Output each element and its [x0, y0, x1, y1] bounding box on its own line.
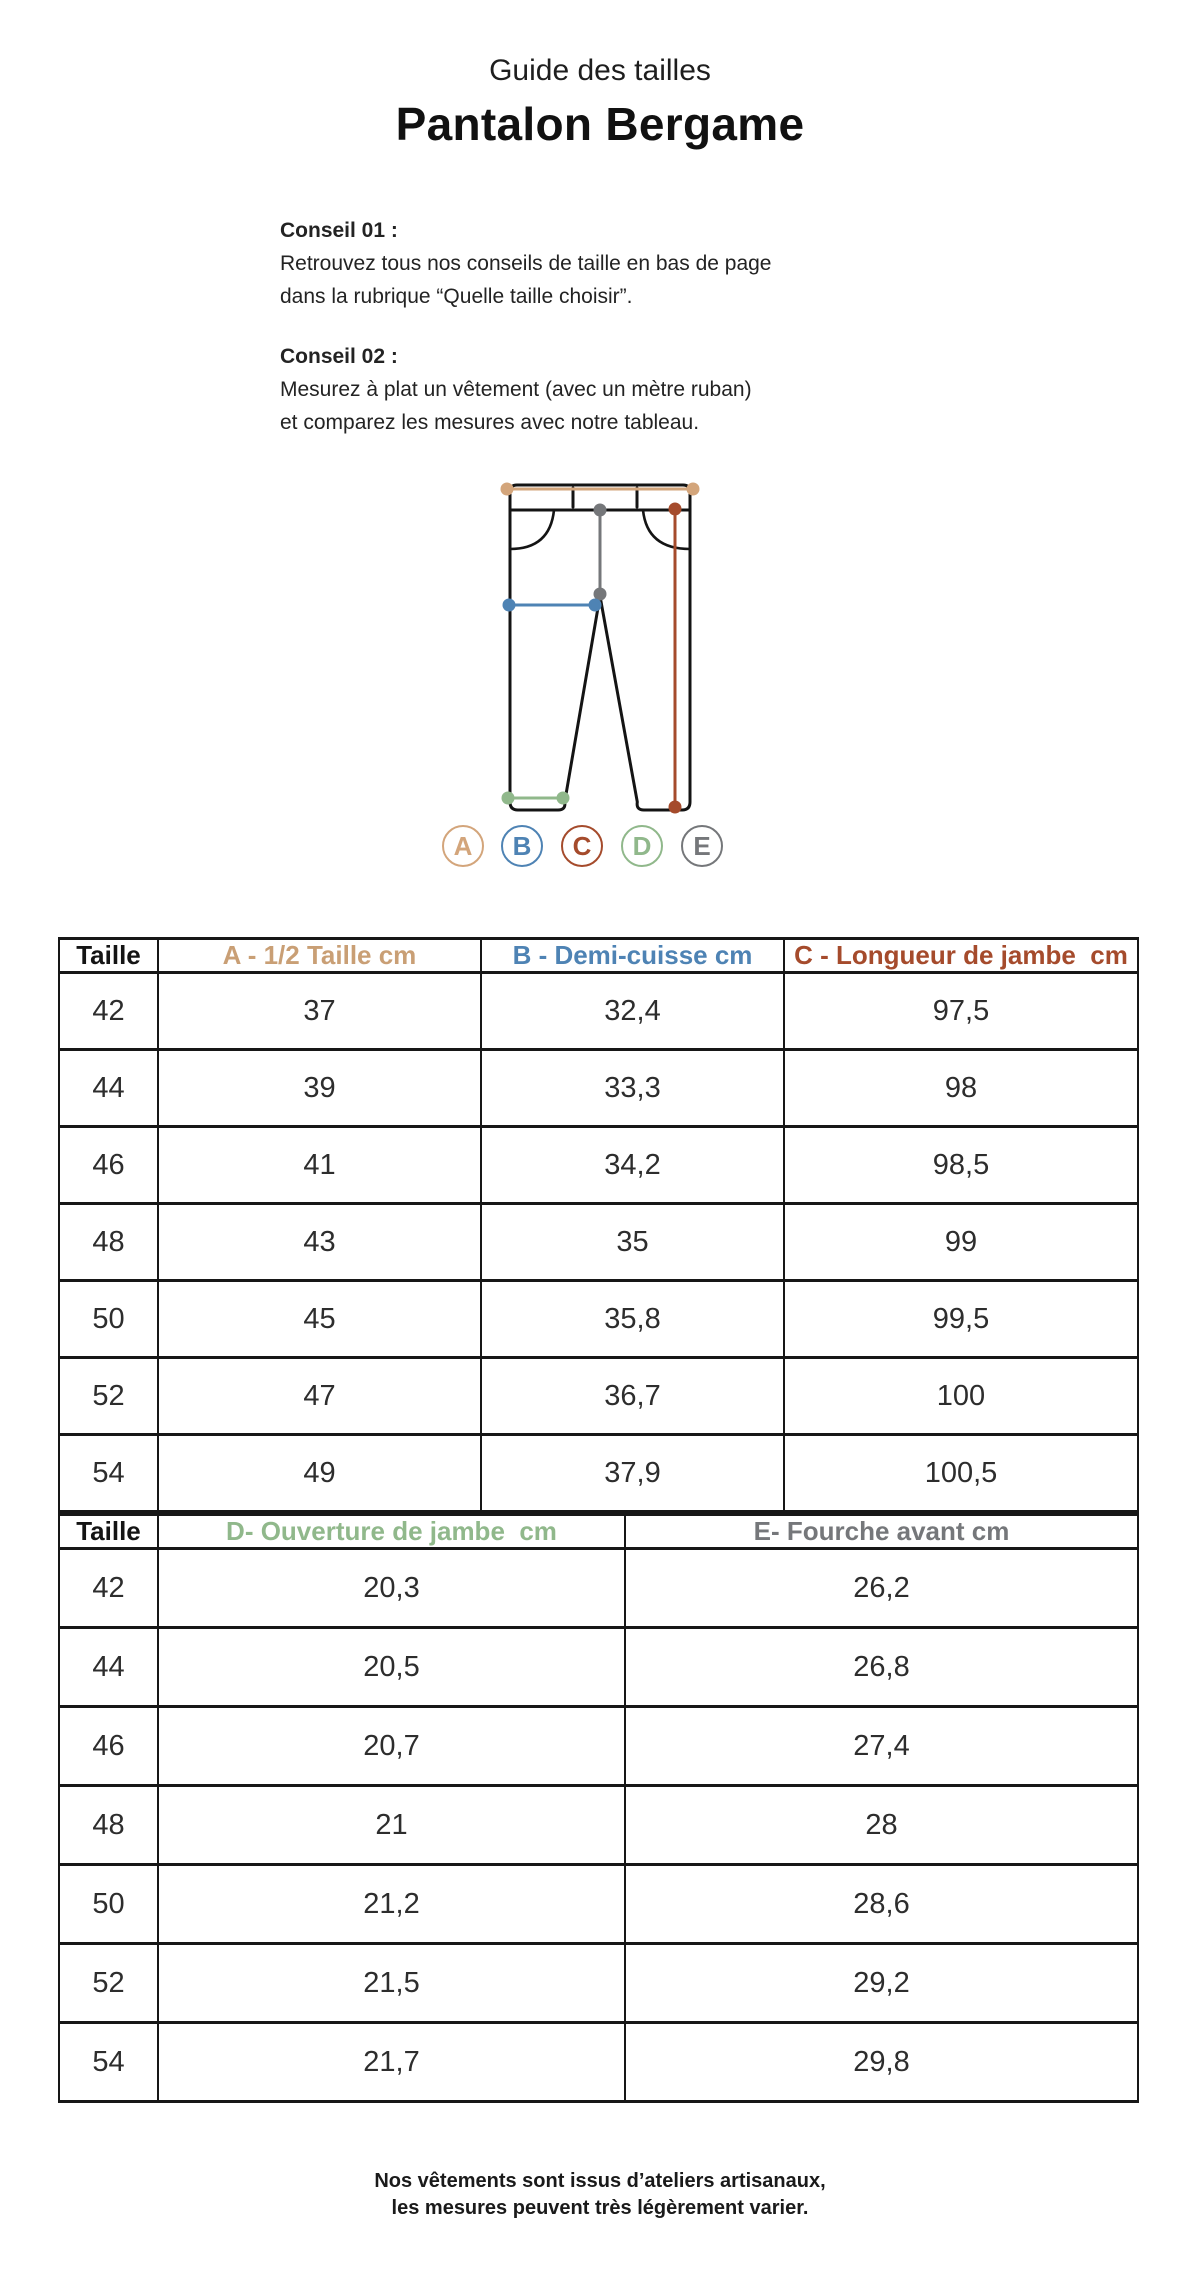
badge-letter: A	[453, 831, 473, 861]
column-header-d: D- Ouverture de jambe cm	[158, 1515, 625, 1549]
measurement-cell: 32,4	[481, 973, 784, 1050]
measurement-cell: 34,2	[481, 1127, 784, 1204]
table-row	[59, 1865, 1138, 1944]
measure-dot	[594, 504, 607, 517]
legend-badge-d	[622, 826, 662, 866]
table-row	[59, 1628, 1138, 1707]
measurement-cell: 20,5	[158, 1628, 625, 1707]
size-cell: 48	[59, 1204, 158, 1281]
table-row	[59, 1944, 1138, 2023]
page-title: Pantalon Bergame	[395, 98, 805, 150]
footer-line: les mesures peuvent très légèrement varier.	[391, 2197, 809, 2219]
column-header-taille: Taille	[59, 1515, 158, 1549]
footer-note	[0, 2168, 1200, 2222]
pocket-curve-right	[643, 510, 690, 549]
pocket-curve-left	[510, 510, 554, 549]
column-header-c: C - Longueur de jambe cm	[784, 939, 1138, 973]
measure-e-front-rise	[594, 504, 607, 601]
measurement-cell: 99	[784, 1204, 1138, 1281]
measure-dot	[589, 599, 602, 612]
page-subtitle: Guide des tailles	[489, 54, 711, 87]
measurement-cell: 21,5	[158, 1944, 625, 2023]
measurement-cell: 41	[158, 1127, 481, 1204]
table-row	[59, 1549, 1138, 1628]
pants-measurement-diagram	[440, 450, 760, 870]
legend-badge-e	[682, 826, 722, 866]
tip-line: et comparez les mesures avec notre tableau.	[280, 411, 700, 434]
table-row	[59, 1358, 1138, 1435]
measure-dot	[501, 483, 514, 496]
size-cell: 44	[59, 1628, 158, 1707]
badge-letter: D	[632, 831, 652, 861]
size-cell: 50	[59, 1865, 158, 1944]
size-cell: 52	[59, 1358, 158, 1435]
measurement-cell: 37,9	[481, 1435, 784, 1512]
measurement-cell: 99,5	[784, 1281, 1138, 1358]
measurement-cell: 26,2	[625, 1549, 1138, 1628]
measure-d-leg-opening	[502, 792, 570, 805]
size-cell: 42	[59, 1549, 158, 1628]
measurement-cell: 20,7	[158, 1707, 625, 1786]
measurement-cell: 37	[158, 973, 481, 1050]
size-cell: 46	[59, 1707, 158, 1786]
tip-line: Retrouvez tous nos conseils de taille en bas de page	[280, 252, 772, 275]
measurement-cell: 97,5	[784, 973, 1138, 1050]
measurement-cell: 28,6	[625, 1865, 1138, 1944]
size-cell: 52	[59, 1944, 158, 2023]
table-row	[59, 1281, 1138, 1358]
measurement-cell: 43	[158, 1204, 481, 1281]
measurement-cell: 47	[158, 1358, 481, 1435]
table-row	[59, 1435, 1138, 1512]
size-cell: 54	[59, 2023, 158, 2102]
tip-line: dans la rubrique “Quelle taille choisir”.	[280, 285, 633, 308]
size-cell: 46	[59, 1127, 158, 1204]
size-cell: 50	[59, 1281, 158, 1358]
measurement-cell: 27,4	[625, 1707, 1138, 1786]
size-cell: 54	[59, 1435, 158, 1512]
measurement-cell: 100,5	[784, 1435, 1138, 1512]
measurement-cell: 21	[158, 1786, 625, 1865]
tip-conseil-02	[280, 340, 771, 439]
badge-letter: B	[512, 831, 532, 861]
measurement-cell: 39	[158, 1050, 481, 1127]
measure-dot	[687, 483, 700, 496]
tip-heading: Conseil 02 :	[280, 345, 398, 368]
measure-dot	[669, 801, 682, 814]
measure-dot	[503, 599, 516, 612]
legend-badge-a	[443, 826, 483, 866]
table-row	[59, 1050, 1138, 1127]
measurement-cell: 20,3	[158, 1549, 625, 1628]
measure-dot	[502, 792, 515, 805]
footer-line: Nos vêtements sont issus d’ateliers artisanaux,	[374, 2170, 826, 2192]
measurement-cell: 35,8	[481, 1281, 784, 1358]
table-row	[59, 1707, 1138, 1786]
table-row	[59, 973, 1138, 1050]
measure-dot	[557, 792, 570, 805]
column-header-a: A - 1/2 Taille cm	[158, 939, 481, 973]
measurement-cell: 26,8	[625, 1628, 1138, 1707]
measurement-cell: 28	[625, 1786, 1138, 1865]
legend-badge-b	[502, 826, 542, 866]
measure-dot	[669, 503, 682, 516]
table-row	[59, 1786, 1138, 1865]
measurement-cell: 35	[481, 1204, 784, 1281]
column-header-b: B - Demi-cuisse cm	[481, 939, 784, 973]
tip-conseil-01	[280, 214, 771, 313]
measurement-cell: 29,2	[625, 1944, 1138, 2023]
size-table-opening-rise	[58, 1513, 1139, 2103]
table-row	[59, 1204, 1138, 1281]
column-header-taille: Taille	[59, 939, 158, 973]
measurement-cell: 49	[158, 1435, 481, 1512]
tip-line: Mesurez à plat un vêtement (avec un mètre ruban)	[280, 378, 752, 401]
column-header-e: E- Fourche avant cm	[625, 1515, 1138, 1549]
measurement-cell: 100	[784, 1358, 1138, 1435]
measurement-cell: 45	[158, 1281, 481, 1358]
measurement-cell: 98	[784, 1050, 1138, 1127]
size-cell: 44	[59, 1050, 158, 1127]
tip-heading: Conseil 01 :	[280, 219, 398, 242]
measurement-cell: 21,7	[158, 2023, 625, 2102]
table-header-row	[59, 939, 1138, 973]
badge-letter: C	[572, 831, 592, 861]
badge-letter: E	[693, 831, 711, 861]
size-cell: 48	[59, 1786, 158, 1865]
measure-b-half-thigh	[503, 599, 602, 612]
table-header-row	[59, 1515, 1138, 1549]
measurement-cell: 21,2	[158, 1865, 625, 1944]
table-row	[59, 2023, 1138, 2102]
measurement-cell: 29,8	[625, 2023, 1138, 2102]
size-cell: 42	[59, 973, 158, 1050]
size-table-waist-thigh-leg	[58, 937, 1139, 1513]
measurement-cell: 36,7	[481, 1358, 784, 1435]
table-row	[59, 1127, 1138, 1204]
tips-section	[280, 214, 771, 439]
measurement-cell: 33,3	[481, 1050, 784, 1127]
measurement-cell: 98,5	[784, 1127, 1138, 1204]
legend-badge-c	[562, 826, 602, 866]
